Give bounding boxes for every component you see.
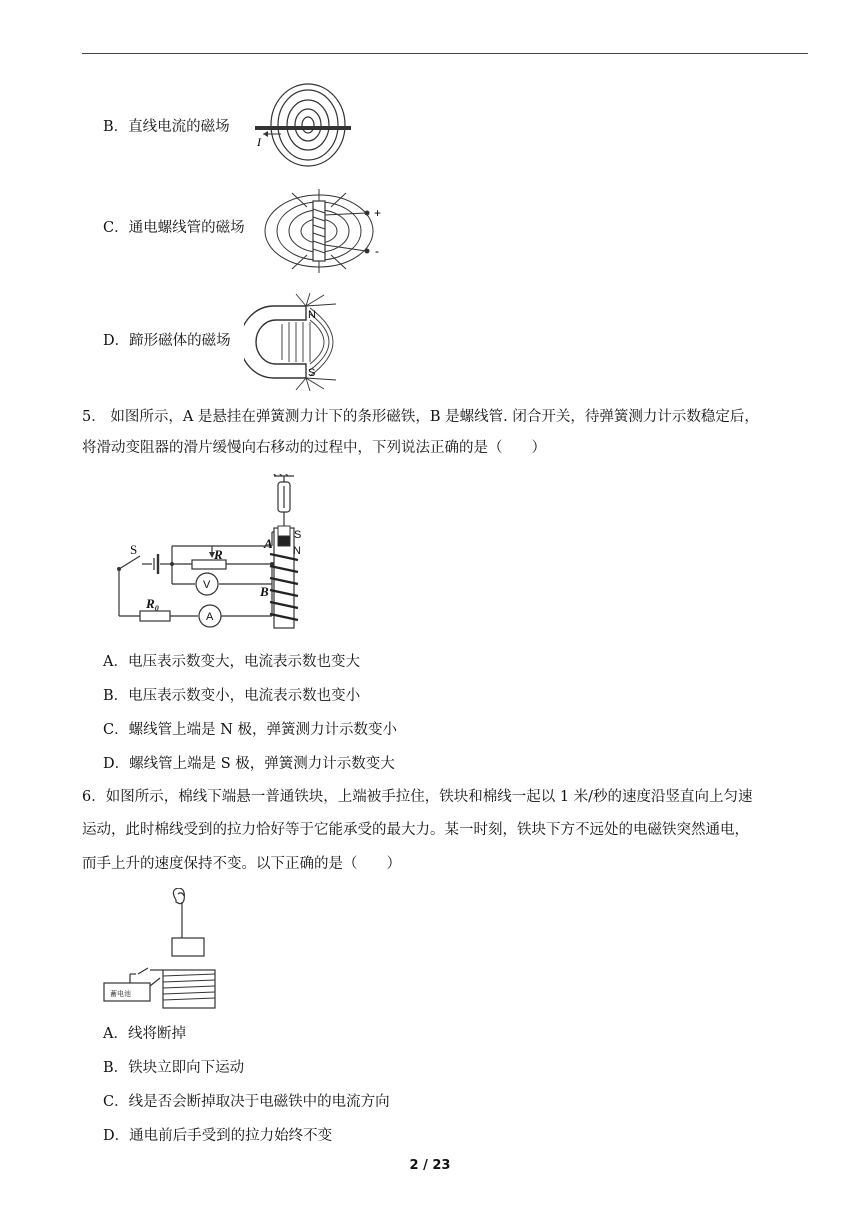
- switch-label: S: [130, 542, 138, 557]
- resistor-r0-label: R₀: [146, 596, 160, 611]
- q4-option-c: C．通电螺线管的磁场: [103, 220, 245, 236]
- magnet-a-label: A: [264, 536, 273, 551]
- voltmeter-label: V: [203, 579, 211, 591]
- q5-option-b: B．电压表示数变小，电流表示数也变小: [103, 688, 361, 704]
- north-pole-label: N: [308, 309, 316, 321]
- page-number: 2 / 23: [409, 1158, 451, 1173]
- rheostat-label: R: [214, 547, 223, 562]
- q5-option-a: A．电压表示数变大，电流表示数也变大: [103, 654, 360, 670]
- q6-stem-line-2: 运动，此时棉线受到的拉力恰好等于它能承受的最大力。某一时刻，铁块下方不远处的电磁铁突然通电，: [82, 822, 749, 838]
- plus-terminal-label: +: [374, 206, 382, 220]
- straight-current-field-figure: [253, 82, 353, 168]
- s-pole-label: S: [294, 529, 302, 541]
- n-pole-label: N: [293, 545, 301, 557]
- q5-option-d: D．螺线管上端是 S 极，弹簧测力计示数变大: [103, 756, 395, 772]
- current-label: I: [257, 135, 261, 149]
- coil-b-label: B: [260, 584, 269, 599]
- q4-option-d: D．蹄形磁体的磁场: [103, 333, 231, 349]
- q5-option-c: C．螺线管上端是 N 极，弹簧测力计示数变小: [103, 722, 397, 738]
- q6-stem-line-3: 而手上升的速度保持不变。以下正确的是（ ）: [82, 856, 401, 872]
- q6-option-d: D．通电前后手受到的拉力始终不变: [103, 1128, 333, 1144]
- south-pole-label: S: [308, 367, 316, 379]
- q6-option-c: C．线是否会断掉取决于电磁铁中的电流方向: [103, 1094, 390, 1110]
- q6-stem-line-1: 6．如图所示，棉线下端悬一普通铁块，上端被手拉住，铁块和棉线一起以 1 米/秒的速度沿竖直向上匀速: [82, 789, 753, 805]
- battery-label: 蓄电池: [110, 990, 131, 998]
- q4-option-b: B．直线电流的磁场: [103, 119, 230, 135]
- header-rule: [82, 53, 808, 54]
- q5-stem-line-2: 将滑动变阻器的滑片缓慢向右移动的过程中，下列说法正确的是（ ）: [82, 440, 546, 456]
- q6-option-a: A．线将断掉: [103, 1026, 186, 1042]
- horseshoe-magnet-field-figure: [244, 292, 356, 392]
- q6-electromagnet-figure: [100, 888, 225, 1010]
- q6-option-b: B．铁块立即向下运动: [103, 1060, 245, 1076]
- minus-terminal-label: -: [375, 244, 379, 258]
- q5-stem-line-1: 5． 如图所示，A 是悬挂在弹簧测力计下的条形磁铁，B 是螺线管. 闭合开关，待弹簧测力计示数稳定后，: [82, 409, 759, 425]
- ammeter-label: A: [206, 611, 214, 623]
- q5-circuit-figure: [112, 474, 317, 634]
- solenoid-field-figure: [262, 187, 387, 275]
